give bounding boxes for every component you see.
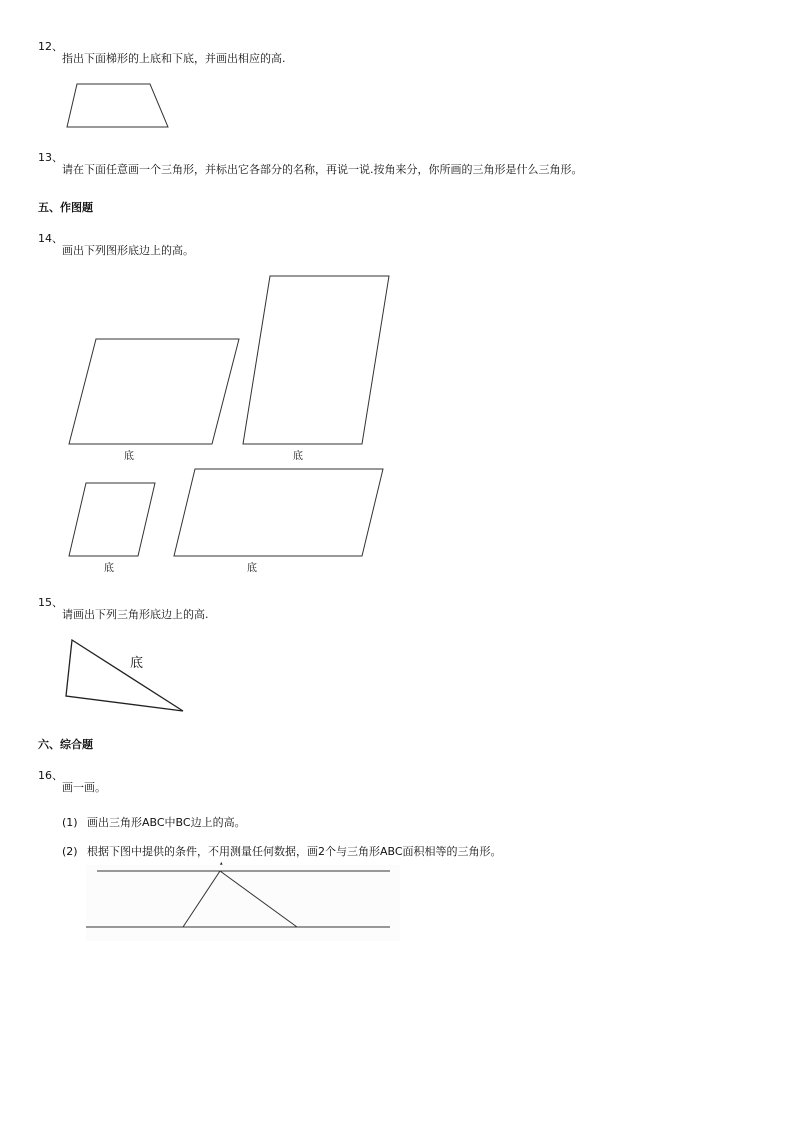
question-13-number: 13、 <box>38 151 63 164</box>
subquestion-2-text: 根据下图中提供的条件，不用测量任何数据，画2个与三角形ABC面积相等的三角形。 <box>87 845 502 858</box>
triangle-base-label: 底 <box>130 656 144 671</box>
parallelogram-3 <box>69 483 155 556</box>
subquestion-1-index: (1) <box>62 816 78 829</box>
section-5-title: 五、作图题 <box>38 201 93 214</box>
obtuse-triangle-figure <box>66 640 183 711</box>
subquestion-1-text: 画出三角形ABC中BC边上的高。 <box>87 816 246 829</box>
question-16-text: 画一画。 <box>62 781 106 794</box>
question-12-text: 指出下面梯形的上底和下底，并画出相应的高. <box>62 52 286 65</box>
parallelogram-1 <box>69 339 239 444</box>
trapezoid-figure <box>67 84 168 127</box>
question-15-number: 15、 <box>38 596 63 609</box>
question-12-number: 12、 <box>38 40 63 53</box>
question-16-number: 16、 <box>38 769 63 782</box>
section-6-title: 六、综合题 <box>38 738 93 751</box>
parallelogram-2 <box>243 276 389 444</box>
parallelogram-4-base-label: 底 <box>247 563 257 574</box>
parallelogram-2-base-label: 底 <box>293 451 303 462</box>
parallelogram-4 <box>174 469 383 556</box>
subquestion-2-index: (2) <box>62 845 78 858</box>
question-15-text: 请画出下列三角形底边上的高. <box>62 608 209 621</box>
parallelogram-3-base-label: 底 <box>104 563 114 574</box>
parallelogram-1-base-label: 底 <box>124 451 134 462</box>
question-13-text: 请在下面任意画一个三角形，并标出它各部分的名称，再说一说.按角来分，你所画的三角形是什么三角形。 <box>62 163 583 176</box>
figure-background <box>86 865 400 941</box>
question-14-number: 14、 <box>38 232 63 245</box>
question-14-text: 画出下列图形底边上的高。 <box>62 244 194 257</box>
parallel-lines-figure <box>86 865 400 941</box>
